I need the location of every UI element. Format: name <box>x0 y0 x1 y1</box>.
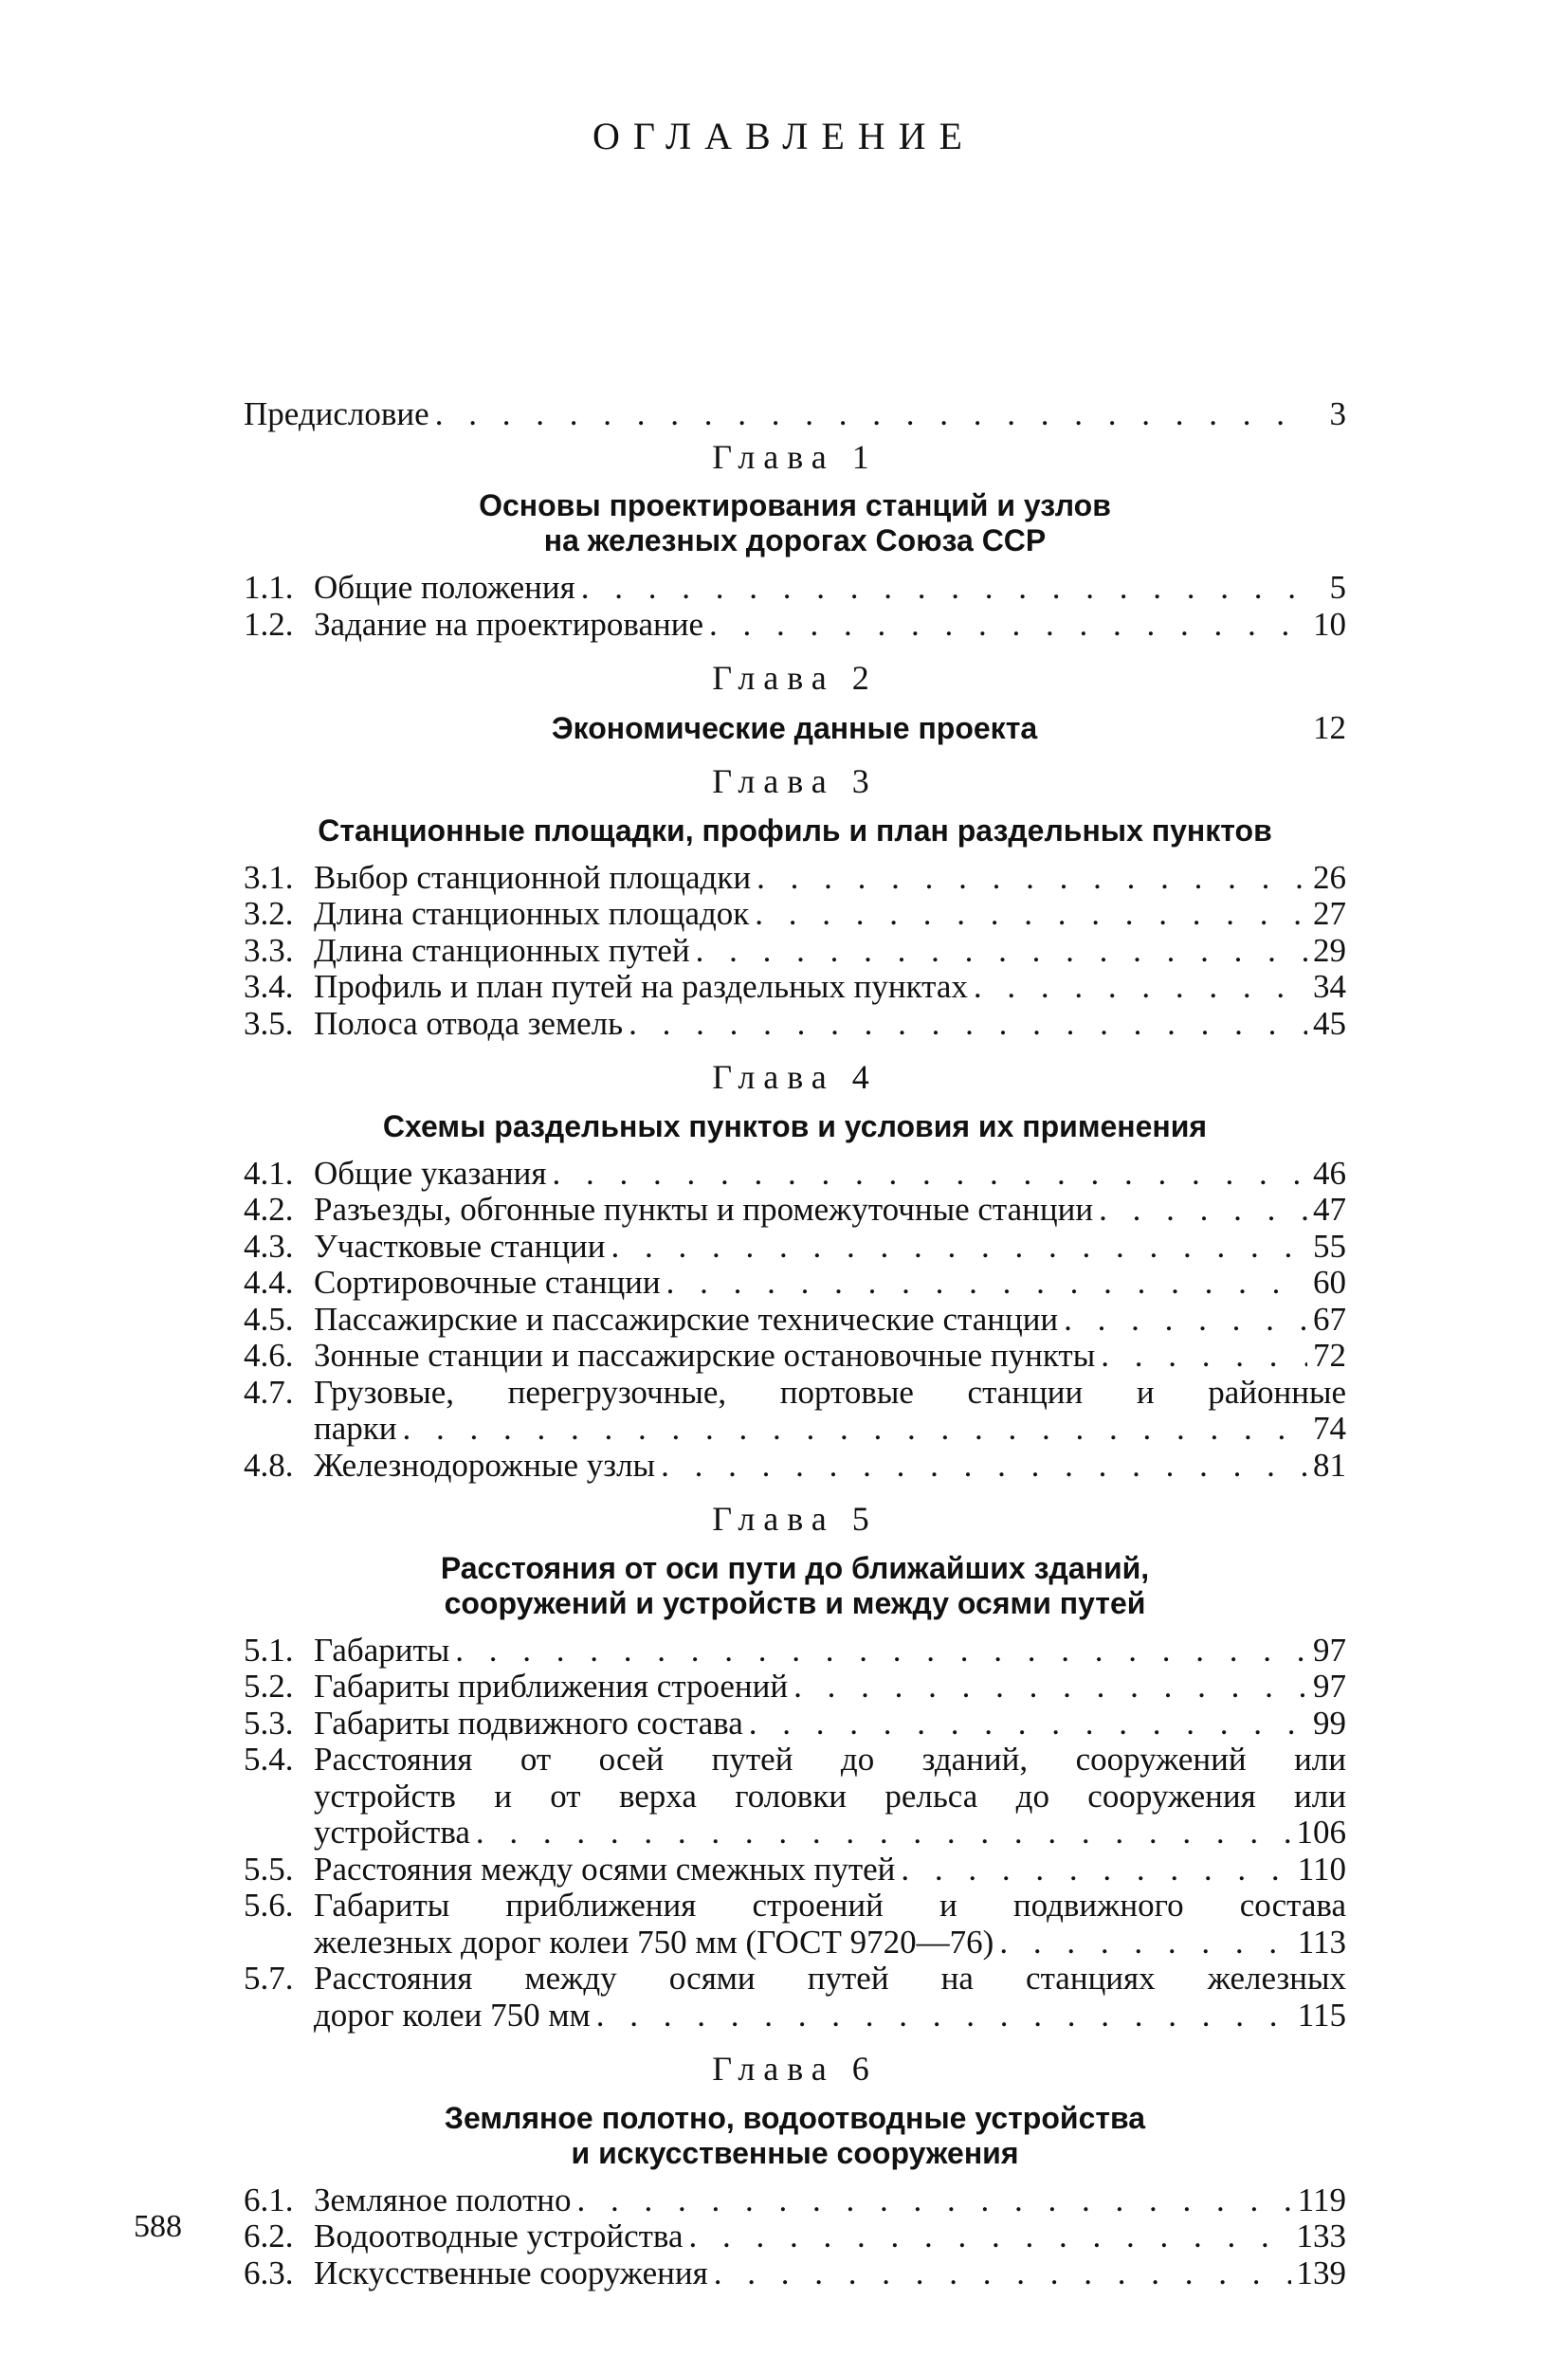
chapter-label: Глава 1 <box>712 437 878 476</box>
toc-entry-number: 5.3. <box>244 1704 294 1742</box>
toc-entry-number: 5.1. <box>244 1631 294 1669</box>
chapter-title: Экономические данные проекта <box>551 710 1038 745</box>
toc-entry-number: 1.2. <box>244 605 294 643</box>
toc-entry-title: устройства <box>314 1814 470 1851</box>
toc-entry[interactable] <box>244 1006 1346 1043</box>
table-of-contents <box>244 396 1346 2291</box>
chapter-title-line: Расстояния от оси пути до ближайших зданий, <box>440 1550 1150 1585</box>
toc-entry-number: 6.2. <box>244 2218 294 2254</box>
toc-entry[interactable] <box>244 1302 1346 1339</box>
chapter-title <box>244 813 1346 849</box>
toc-entry-title: Полоса отвода земель <box>314 1004 624 1042</box>
toc-entry-page: 99 <box>1313 1704 1346 1742</box>
toc-entry-number: 5.5. <box>244 1850 294 1888</box>
toc-entry[interactable] <box>244 1192 1346 1229</box>
chapter-title <box>244 1551 1346 1621</box>
toc-entry-page: 97 <box>1313 1631 1346 1669</box>
toc-entry-number: 6.1. <box>244 2181 294 2218</box>
toc-entry[interactable] <box>244 1888 1346 1925</box>
toc-entry-title: Расстояния между осями смежных путей <box>314 1850 896 1888</box>
toc-entry-title: Общие указания <box>314 1154 547 1192</box>
toc-entry-number: 4.7. <box>244 1373 294 1411</box>
toc-entry-title: дорог колеи 750 мм <box>314 1996 591 2034</box>
toc-entry-title: Длина станционных площадок <box>314 895 750 932</box>
toc-entry[interactable] <box>244 896 1346 933</box>
dot-leader <box>974 969 1307 1006</box>
toc-entry-number: 4.5. <box>244 1300 294 1338</box>
toc-entry-title: Выбор станционной площадки <box>314 858 752 896</box>
toc-entry[interactable] <box>244 933 1346 970</box>
toc-entry[interactable] <box>244 1633 1346 1670</box>
toc-entry-number: 4.6. <box>244 1337 294 1374</box>
dot-leader <box>793 1669 1307 1706</box>
toc-entry-page: 34 <box>1313 968 1346 1005</box>
toc-entry-title: Длина станционных путей <box>314 931 690 969</box>
toc-entry[interactable] <box>244 860 1346 897</box>
page-title: ОГЛАВЛЕНИЕ <box>593 115 975 157</box>
toc-entry-number: 4.1. <box>244 1154 294 1192</box>
toc-entry-title: Профиль и план путей на раздельных пунктах <box>314 968 968 1005</box>
toc-entry-page: 10 <box>1313 605 1346 643</box>
dot-leader <box>1064 1302 1307 1339</box>
toc-entry-page: 81 <box>1313 1446 1346 1484</box>
toc-entry[interactable] <box>244 570 1346 607</box>
chapter-label: Глава 5 <box>712 1500 878 1538</box>
toc-entry-number: 3.1. <box>244 858 294 896</box>
toc-entry-page: 133 <box>1296 2218 1346 2254</box>
chapter-title-line: Земляное полотно, водоотводные устройства <box>444 2100 1146 2135</box>
toc-entry-number: 6.3. <box>244 2254 294 2291</box>
toc-entry-page: 115 <box>1297 1996 1346 2034</box>
toc-entry-title: Предисловие <box>244 395 429 432</box>
toc-entry[interactable] <box>244 1375 1346 1412</box>
chapter-title-line: Основы проектирования станций и узлов <box>479 488 1111 522</box>
toc-entry-number: 5.7. <box>244 1960 294 1997</box>
toc-entry-page: 27 <box>1313 895 1346 932</box>
dot-leader <box>1101 1338 1307 1375</box>
chapter-label: Глава 3 <box>712 762 878 800</box>
chapter-title-line: на железных дорогах Союза ССР <box>543 523 1047 557</box>
toc-entry-page: 67 <box>1313 1300 1346 1338</box>
toc-entry-page: 119 <box>1297 2181 1346 2218</box>
toc-entry-page: 46 <box>1313 1154 1346 1192</box>
dot-leader <box>1099 1192 1307 1229</box>
toc-entry-title: Габариты подвижного состава <box>314 1704 743 1742</box>
toc-entry-title: Габариты приближения строений и подвижного состава <box>314 1887 1346 1924</box>
toc-entry[interactable] <box>244 1338 1346 1375</box>
toc-entry-title: Пассажирские и пассажирские технические станции <box>314 1300 1059 1338</box>
chapter-title-line: сооружений и устройств и между осями путей <box>444 1585 1146 1620</box>
chapter-title <box>244 1109 1346 1144</box>
toc-entry-number: 5.6. <box>244 1887 294 1924</box>
toc-entry-title: Зонные станции и пассажирские остановочные пункты <box>314 1337 1096 1374</box>
chapter-title-line: Станционные площадки, профиль и план раздельных пунктов <box>318 812 1272 848</box>
toc-entry-page: 113 <box>1297 1923 1346 1961</box>
dot-leader <box>661 1448 1307 1485</box>
toc-entry-number: 4.8. <box>244 1446 294 1484</box>
toc-entry-continuation[interactable] <box>244 1815 1346 1852</box>
toc-entry-page: 60 <box>1313 1264 1346 1301</box>
toc-entry[interactable] <box>244 1742 1346 1779</box>
toc-entry-title: Габариты приближения строений <box>314 1668 789 1705</box>
toc-entry-title: Земляное полотно <box>314 2181 572 2218</box>
toc-entry-title: Железнодорожные узлы <box>314 1446 656 1484</box>
toc-entry[interactable] <box>244 1852 1346 1889</box>
dot-leader <box>709 607 1307 644</box>
toc-entry-title: Расстояния от осей путей до зданий, сооружений или <box>314 1741 1346 1778</box>
toc-entry[interactable] <box>244 2182 1346 2219</box>
toc-entry[interactable] <box>244 1229 1346 1266</box>
toc-entry[interactable] <box>244 1669 1346 1706</box>
toc-entry[interactable] <box>244 969 1346 1006</box>
toc-entry[interactable] <box>244 1156 1346 1193</box>
toc-entry[interactable] <box>244 2255 1346 2292</box>
toc-entry-number: 3.3. <box>244 931 294 969</box>
toc-entry-continuation[interactable] <box>244 1998 1346 2035</box>
toc-entry-page: 47 <box>1313 1191 1346 1228</box>
toc-entry-page: 29 <box>1313 931 1346 969</box>
toc-entry[interactable] <box>244 1448 1346 1485</box>
toc-entry-page: 26 <box>1313 858 1346 896</box>
toc-entry-continuation[interactable] <box>244 1779 1346 1816</box>
toc-entry-title: Сортировочные станции <box>314 1264 661 1301</box>
toc-entry-title: железных дорог колеи 750 мм (ГОСТ 9720—76) <box>314 1923 994 1961</box>
toc-entry-title: Искусственные сооружения <box>314 2254 708 2291</box>
toc-entry-title: парки <box>314 1410 397 1447</box>
page-number: 588 <box>134 2209 182 2244</box>
toc-entry-page: 3 <box>1329 395 1346 432</box>
toc-entry[interactable] <box>244 1961 1346 1998</box>
chapter-label: Глава 6 <box>712 2050 878 2088</box>
toc-entry-continuation[interactable] <box>244 1411 1346 1448</box>
toc-entry-page: 55 <box>1313 1227 1346 1265</box>
toc-entry-page: 106 <box>1296 1814 1346 1851</box>
toc-entry-title: Водоотводные устройства <box>314 2218 684 2254</box>
toc-entry-title: Разъезды, обгонные пункты и промежуточные станции <box>314 1191 1094 1228</box>
toc-entry[interactable] <box>244 1706 1346 1743</box>
dot-leader <box>755 896 1307 933</box>
dot-leader <box>714 2255 1291 2292</box>
dot-leader <box>596 1998 1292 2035</box>
dot-leader <box>749 1706 1307 1743</box>
chapter-title <box>244 2101 1346 2171</box>
chapter-label: Глава 4 <box>712 1058 878 1096</box>
toc-entry-continuation[interactable] <box>244 1925 1346 1962</box>
toc-entry-title: Общие положения <box>314 569 575 606</box>
dot-leader <box>999 1925 1291 1962</box>
dot-leader <box>476 1815 1291 1852</box>
toc-entry-number: 1.1. <box>244 569 294 606</box>
dot-leader <box>577 2182 1292 2219</box>
toc-entry-preface[interactable] <box>244 396 1346 433</box>
toc-entry-title: Задание на проектирование <box>314 605 704 643</box>
chapter-label: Глава 2 <box>712 659 878 697</box>
toc-entry-number: 4.4. <box>244 1264 294 1301</box>
toc-entry-title: устройств и от верха головки рельса до сооружения или <box>314 1777 1346 1815</box>
dot-leader <box>581 570 1308 607</box>
toc-entry-number: 3.5. <box>244 1004 294 1042</box>
toc-entry-number: 3.4. <box>244 968 294 1005</box>
dot-leader <box>689 2218 1291 2255</box>
dot-leader <box>455 1633 1307 1670</box>
dot-leader <box>435 396 1308 433</box>
toc-entry-page: 74 <box>1313 1410 1346 1447</box>
toc-entry-page: 97 <box>1313 1668 1346 1705</box>
toc-entry-page: 110 <box>1297 1850 1346 1888</box>
toc-entry[interactable] <box>244 1265 1346 1302</box>
toc-entry-title: Участковые станции <box>314 1227 606 1265</box>
toc-entry-page: 72 <box>1313 1337 1346 1374</box>
dot-leader <box>696 933 1307 970</box>
dot-leader <box>666 1265 1307 1302</box>
dot-leader <box>757 860 1307 897</box>
dot-leader <box>403 1411 1308 1448</box>
toc-entry-number: 5.2. <box>244 1668 294 1705</box>
dot-leader <box>611 1229 1307 1266</box>
toc-entry-number: 5.4. <box>244 1741 294 1778</box>
toc-entry-chapter[interactable] <box>244 710 1346 747</box>
toc-entry-title: Расстояния между осями путей на станциях железных <box>314 1960 1346 1997</box>
dot-leader <box>629 1006 1307 1043</box>
toc-entry[interactable] <box>244 607 1346 644</box>
dot-leader <box>901 1852 1291 1889</box>
toc-entry-page: 139 <box>1296 2254 1346 2291</box>
toc-entry-page: 45 <box>1313 1004 1346 1042</box>
toc-entry-number: 3.2. <box>244 895 294 932</box>
toc-entry-title: Грузовые, перегрузочные, портовые станции и районные <box>314 1373 1346 1411</box>
dot-leader <box>552 1156 1307 1193</box>
chapter-title-line: Схемы раздельных пунктов и условия их применения <box>382 1108 1208 1143</box>
toc-entry-number: 4.2. <box>244 1191 294 1228</box>
chapter-title <box>244 488 1346 558</box>
chapter-title-line: и искусственные сооружения <box>571 2135 1019 2170</box>
toc-entry-page: 5 <box>1329 569 1346 606</box>
toc-entry-number: 4.3. <box>244 1227 294 1265</box>
toc-entry[interactable] <box>244 2218 1346 2255</box>
toc-entry-page: 12 <box>1313 708 1346 746</box>
toc-entry-title: Габариты <box>314 1631 450 1669</box>
